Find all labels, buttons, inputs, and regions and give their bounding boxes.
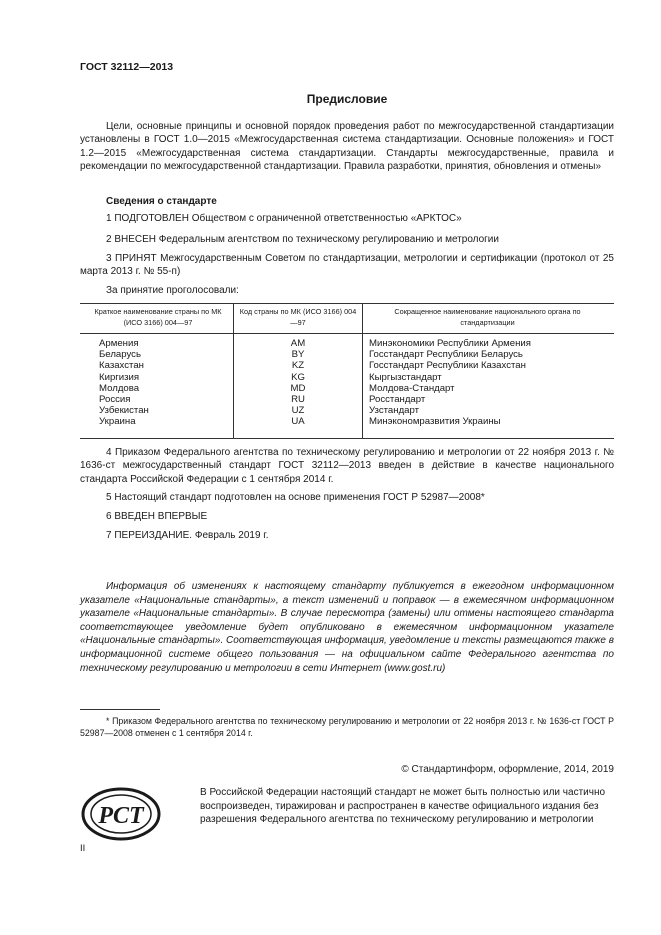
table-cell-country: Киргизия [99, 371, 140, 383]
item-2: 2 ВНЕСЕН Федеральным агентством по техническому регулированию и метрологии [106, 234, 499, 245]
table-divider [233, 303, 234, 438]
table-cell-code: UA [291, 416, 305, 428]
item-7: 7 ПЕРЕИЗДАНИЕ. Февраль 2019 г. [106, 530, 269, 541]
table-country-column [99, 338, 149, 428]
table-cell-country: Узбекистан [99, 405, 149, 417]
changes-notice: Информация об изменениях к настоящему стандарту публикуется в ежегодном информационном указателе «Национальные стандарты», а текст изменений и поправок — в ежемесячном информационном указателе «Национальные стандарты». В случае пересмотра (замены) или отмены настоящего стандарта соответствующее уведомление будет опубликовано в ежемесячном информационном указателе «Национальные стандарты». Соответствующая информация, уведомление и тексты размещаются также в информационной системе общего пользования — на официальном сайте Федерального агентства по техническому регулированию и метрологии в сети Интернет (www.gost.ru) [80, 581, 614, 674]
page-title: Предисловие [306, 92, 388, 106]
table-bottom-rule [80, 438, 614, 439]
table-cell-country: Россия [99, 394, 131, 406]
table-header-country: Краткое наименование страны по МК (ИСО 3166) 004—97 [94, 307, 222, 327]
footnote: * Приказом Федерального агентства по техническому регулированию и метрологии от 22 ноября 2013 г. № 1636-ст ГОСТ Р 52987—2008 отменен с 1 сентября 2014 г. [80, 716, 614, 738]
license-notice: В Российской Федерации настоящий стандарт не может быть полностью или частично воспроизведен, тиражирован и распространен в качестве официального издания без разрешения Федерального агентства по техническому регулированию и метрологии [200, 787, 606, 825]
item-4: 4 Приказом Федерального агентства по техническому регулированию и метрологии от 22 ноября 2013 г. № 1636-ст межгосударственный стандарт ГОСТ 32112—2013 введен в действие в качестве национального стандарта Российской Федерации с 1 сентября 2014 г. [80, 447, 614, 485]
table-cell-country: Казахстан [99, 360, 144, 372]
table-cell-code: AM [290, 338, 306, 349]
table-cell-country: Беларусь [99, 349, 141, 361]
rst-logo-text: РСТ [98, 803, 144, 829]
info-heading: Сведения о стандарте [106, 196, 217, 207]
intro-paragraph: Цели, основные принципы и основной порядок проведения работ по межгосударственной стандартизации установлены в ГОСТ 1.0—2015 «Межгосударственная система стандартизации. Основные положения» и ГОСТ 1.2—2015 «Межгосударственная система стандартизации. Стандарты межгосударственные, правила и рекомендации по межгосударственной стандартизации. Правила разработки, принятия, обновления и отмены» [80, 121, 614, 172]
page-number: II [80, 843, 86, 854]
vote-intro: За принятие проголосовали: [106, 285, 239, 296]
table-cell-body: Росстандарт [369, 394, 426, 406]
table-cell-body: Узстандарт [369, 405, 420, 417]
table-cell-body: Кыргызстандарт [369, 371, 442, 383]
table-cell-body: Минэкономики Республики Армения [369, 338, 531, 349]
table-cell-code: KG [291, 371, 305, 383]
table-header-rule [80, 333, 614, 334]
table-header-body: Сокращенное наименование национального органа по стандартизации [394, 307, 581, 327]
table-cell-body: Госстандарт Республики Казахстан [369, 360, 526, 372]
table-cell-country: Армения [99, 338, 139, 349]
table-cell-code: RU [291, 394, 305, 406]
footnote-rule [80, 709, 160, 710]
item-3: 3 ПРИНЯТ Межгосударственным Советом по стандартизации, метрологии и сертификации (протокол от 25 марта 2013 г. № 55-п) [80, 253, 614, 278]
table-cell-body: Молдова-Стандарт [369, 382, 455, 394]
table-cell-code: BY [291, 349, 305, 361]
table-body-column [369, 338, 531, 428]
copyright: © Стандартинформ, оформление, 2014, 2019 [401, 764, 614, 775]
table-cell-code: UZ [291, 405, 305, 417]
table-header-code: Код страны по МК (ИСО 3166) 004—97 [239, 307, 357, 327]
table-cell-code: KZ [291, 360, 305, 372]
table-code-column [278, 338, 318, 428]
table-divider [362, 303, 363, 438]
item-1: 1 ПОДГОТОВЛЕН Обществом с ограниченной ответственностью «АРКТОС» [106, 213, 462, 224]
table-cell-body: Минэкономразвития Украины [369, 416, 501, 428]
table-cell-body: Госстандарт Республики Беларусь [369, 349, 523, 361]
rst-logo-icon [80, 786, 162, 842]
document-code: ГОСТ 32112—2013 [80, 61, 174, 73]
table-cell-country: Украина [99, 416, 136, 428]
item-6: 6 ВВЕДЕН ВПЕРВЫЕ [106, 511, 208, 522]
item-5: 5 Настоящий стандарт подготовлен на основе применения ГОСТ Р 52987—2008* [106, 492, 485, 503]
table-top-rule [80, 303, 614, 304]
table-cell-country: Молдова [99, 382, 140, 394]
table-cell-code: MD [290, 382, 306, 394]
rst-logo [80, 786, 162, 847]
